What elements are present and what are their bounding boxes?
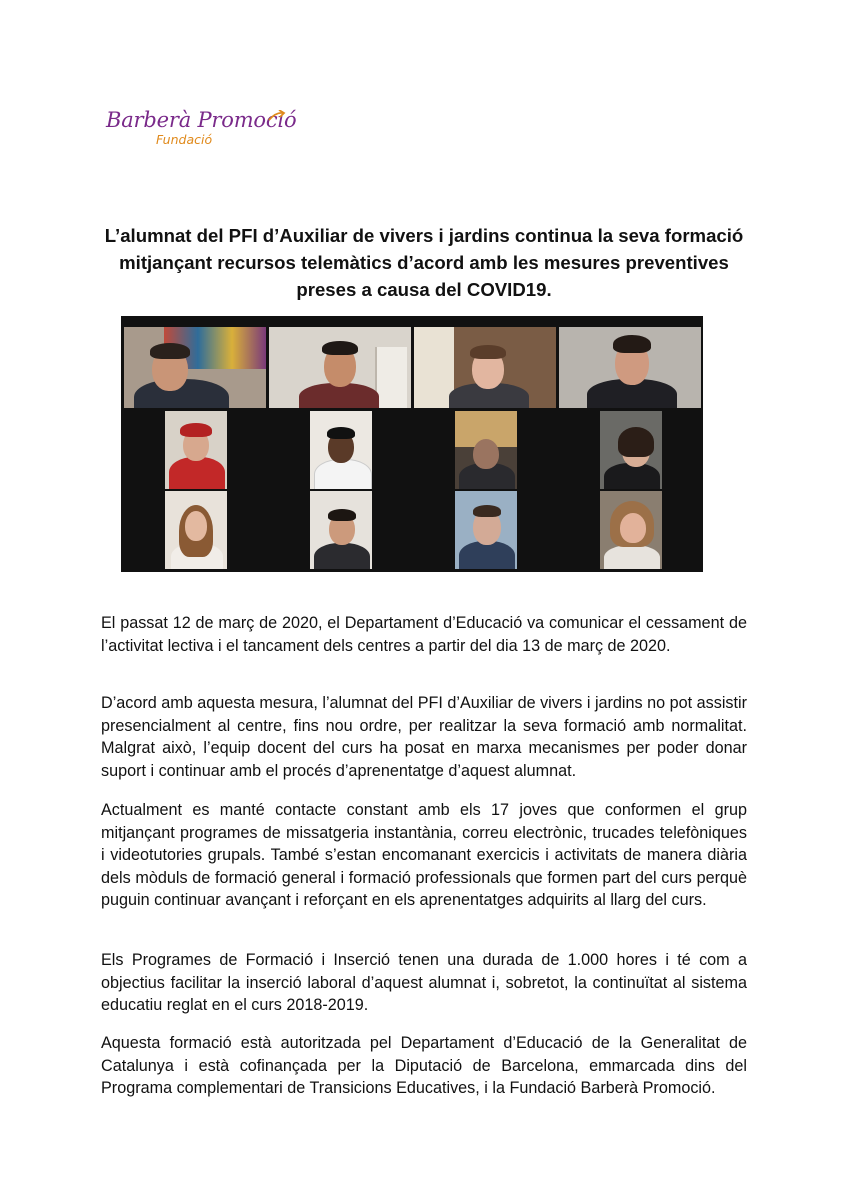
participant-tile	[559, 327, 701, 408]
participant-tile	[124, 327, 266, 408]
participant-tile	[455, 491, 517, 569]
paragraph: D’acord amb aquesta mesura, l’alumnat del PFI d’Auxiliar de vivers i jardins no pot assistir presencialment al centre, fins nou ordre, per realitzar la seva formació amb normalitat. Malgrat això, l’equip docent del curs ha posat en marxa mecanismes per poder donar suport i continuar amb el procés d’aprenentatge d’aquest alumnat.	[101, 694, 747, 780]
paragraph: Actualment es manté contacte constant amb els 17 joves que conformen el grup mitjançant programes de missatgeria instantània, correu electrònic, trucades telefòniques i videotutories grupals. També s’estan encomanant exercicis i activitats de manera diària dels mòduls de formació general i formació professionals que formen part del curs perquè puguin continuar avançant i reforçant en els aprenentatges adquirits al llarg del curs.	[101, 801, 747, 909]
logo-arrow-icon	[268, 110, 286, 122]
foundation-logo	[106, 108, 297, 152]
participant-tile	[414, 327, 556, 408]
participant-tile	[310, 491, 372, 569]
paragraph: Els Programes de Formació i Inserció tenen una durada de 1.000 hores i té com a objectius facilitar la inserció laboral d’aquest alumnat i, sobretot, la continuïtat al sistema educatiu reglat en el curs 2018-2019.	[101, 951, 747, 1014]
participant-tile	[600, 491, 662, 569]
paragraph: Aquesta formació està autoritzada pel Departament d’Educació de la Generalitat de Catalunya i està cofinançada per la Diputació de Barcelona, emmarcada dins del Programa complementari de Transicions Educatives, i la Fundació Barberà Promoció.	[101, 1034, 747, 1097]
participant-tile	[600, 411, 662, 489]
logo-subtitle: Fundació	[156, 132, 213, 147]
participant-tile	[165, 491, 227, 569]
article-title: L’alumnat del PFI d’Auxiliar de vivers i jardins continua la seva formació mitjançant recursos telemàtics d’acord amb les mesures preventives preses a causa del COVID19.	[104, 225, 744, 300]
video-call-photo	[121, 316, 703, 572]
paragraph: El passat 12 de març de 2020, el Departament d’Educació va comunicar el cessament de l’activitat lectiva i el tancament dels centres a partir del dia 13 de març de 2020.	[101, 614, 747, 655]
logo-name: Barberà Promoció	[106, 108, 297, 132]
participant-tile	[165, 411, 227, 489]
participant-tile	[310, 411, 372, 489]
participant-tile	[455, 411, 517, 489]
participant-tile	[269, 327, 411, 408]
